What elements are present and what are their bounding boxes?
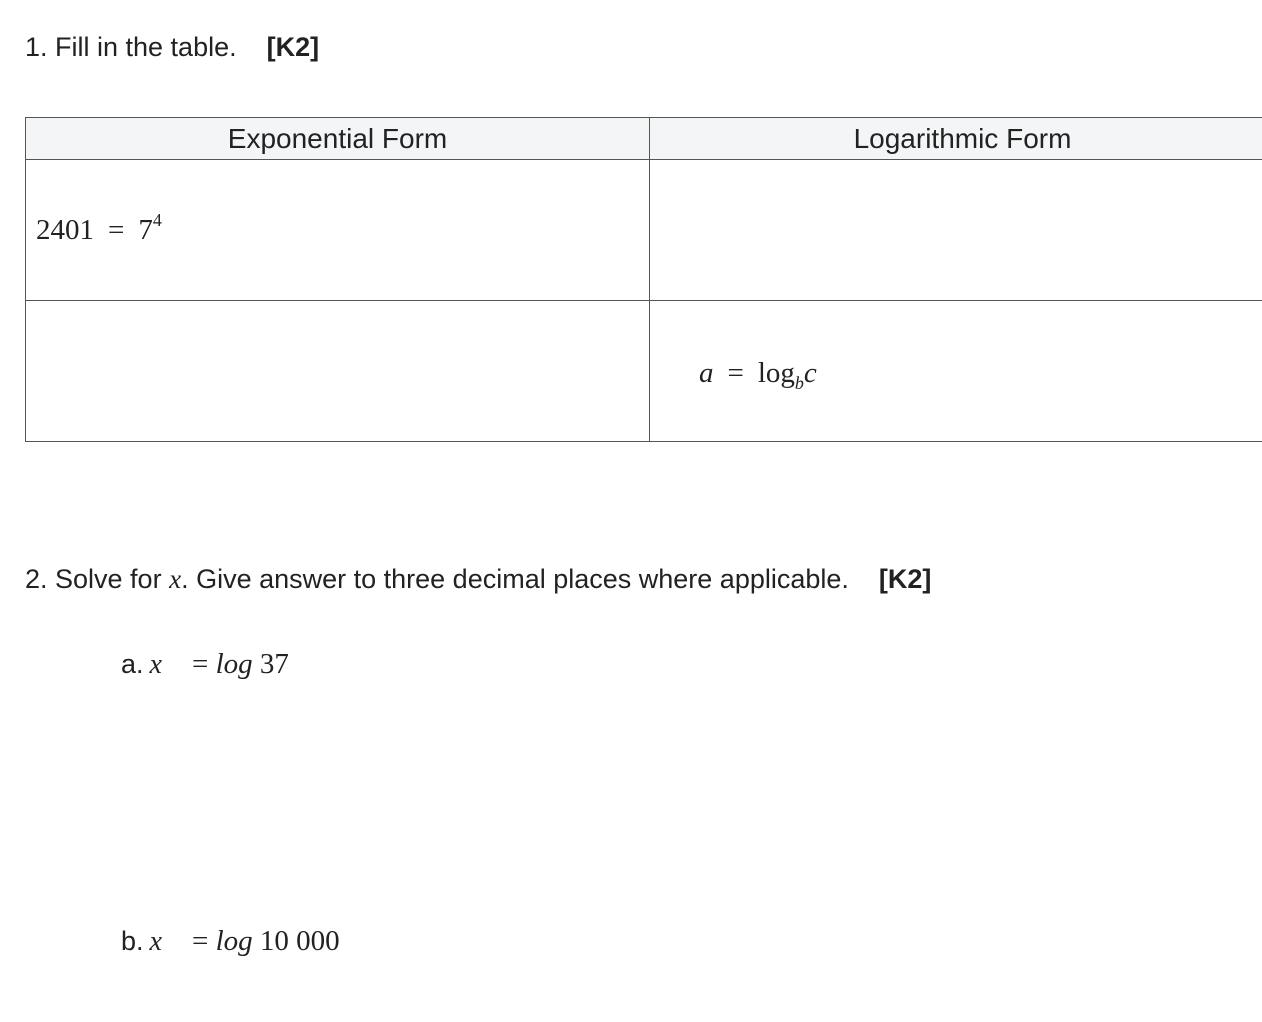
- part-a-arg: 37: [259, 648, 289, 680]
- part-a-equals: =: [191, 648, 209, 680]
- question-2-part-b: [121, 925, 340, 958]
- header-logarithmic-form: Logarithmic Form: [650, 118, 1262, 160]
- question-2-variable: x: [169, 564, 182, 594]
- part-b-label: b.: [121, 926, 144, 956]
- question-1-text: 1. Fill in the table.: [25, 32, 237, 62]
- eq-power-base: 7: [138, 214, 153, 247]
- exponential-equation: [26, 209, 162, 247]
- part-b-func: log: [215, 925, 253, 957]
- part-b-equals: =: [191, 925, 209, 957]
- log-arg: c: [803, 356, 817, 389]
- log-lhs: a: [699, 356, 714, 389]
- question-2-tag: [K2]: [878, 564, 932, 594]
- question-2-part-a: [121, 648, 289, 681]
- row1-logarithmic-cell-blank[interactable]: [650, 160, 1262, 301]
- part-b-equation: [192, 925, 340, 957]
- table-row: [26, 160, 1262, 301]
- eq-value: 2401: [36, 214, 94, 247]
- row1-exponential-cell: [26, 160, 650, 301]
- part-a-func: log: [215, 648, 253, 680]
- question-2-text-before: 2. Solve for: [25, 564, 170, 594]
- logarithmic-equation: [650, 356, 817, 393]
- question-1-tag: [K2]: [266, 32, 320, 62]
- log-func: log: [757, 356, 795, 389]
- part-b-variable: x: [149, 926, 162, 957]
- log-base: b: [794, 372, 804, 393]
- header-exponential-form: Exponential Form: [26, 118, 650, 160]
- part-a-variable: x: [149, 649, 162, 680]
- table-row: [26, 301, 1262, 442]
- question-1-heading: [25, 32, 319, 63]
- part-b-arg: 10 000: [259, 925, 340, 957]
- log-equals: =: [727, 356, 744, 389]
- row2-exponential-cell-blank[interactable]: [26, 301, 650, 442]
- part-a-equation: [192, 648, 289, 680]
- table-header-row: [26, 118, 1262, 160]
- row2-logarithmic-cell: [650, 301, 1262, 442]
- part-a-label: a.: [121, 649, 144, 679]
- eq-equals: =: [108, 214, 125, 247]
- question-2-heading: [25, 564, 931, 595]
- eq-exponent: 4: [152, 209, 162, 230]
- forms-table: [25, 117, 1262, 442]
- question-2-text-after: . Give answer to three decimal places where applicable.: [181, 564, 849, 594]
